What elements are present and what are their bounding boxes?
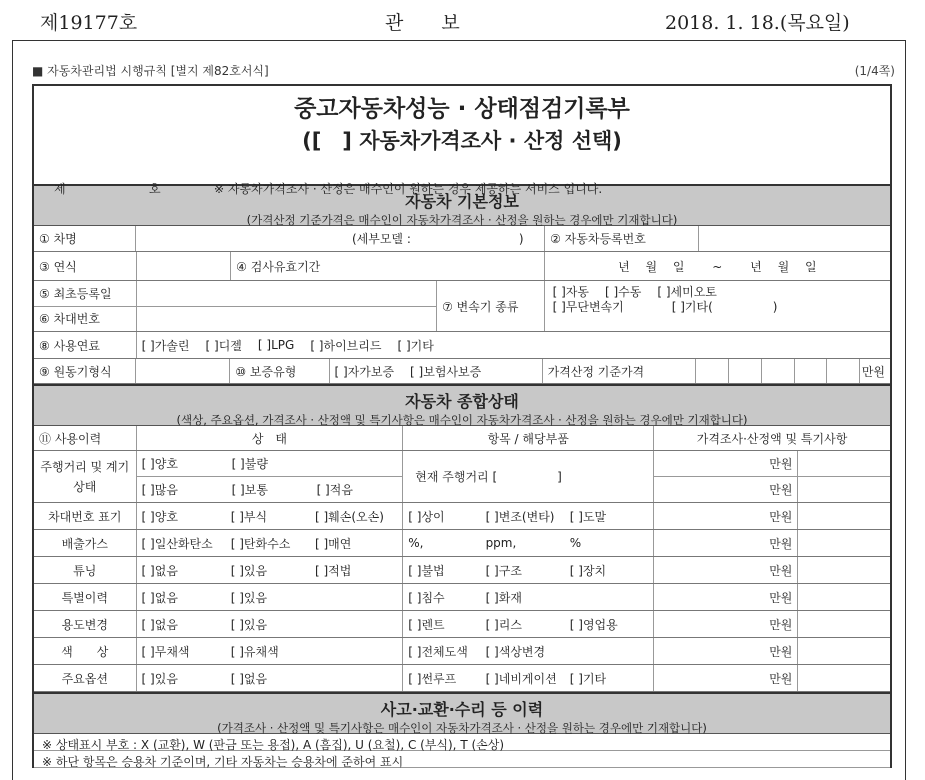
mileage-high-checkbox[interactable]: [ ]많음: [141, 483, 178, 497]
item-option[interactable]: [ ]도말: [569, 509, 607, 524]
remarks-field[interactable]: [798, 557, 890, 583]
col-price-header: 가격조사·산정액 및 특기사항: [696, 431, 848, 446]
status-row: [34, 557, 890, 584]
year-field[interactable]: [137, 252, 232, 280]
price-unit: 만원: [769, 457, 793, 471]
state-option[interactable]: [ ]있음: [141, 671, 178, 686]
item-option[interactable]: [ ]구조: [485, 563, 522, 578]
mileage-row: [34, 451, 890, 503]
reg-number-label: ② 자동차등록번호: [545, 226, 699, 251]
item-option[interactable]: [ ]장치: [569, 563, 607, 578]
vin-field[interactable]: [137, 306, 437, 332]
price-digit-box[interactable]: [827, 359, 860, 383]
state-option[interactable]: [ ]없음: [141, 590, 178, 605]
trans-other-checkbox[interactable]: [ ]기타( ): [671, 300, 778, 314]
state-option[interactable]: [ ]있음: [230, 563, 268, 578]
item-option[interactable]: [ ]색상변경: [485, 644, 546, 659]
service-notice: ※ 자동차가격조사 · 산정은 매수인이 원하는 경우 제공하는 서비스 입니다.: [214, 182, 603, 196]
state-option[interactable]: [ ]없음: [230, 671, 268, 686]
price-digit-box[interactable]: [696, 359, 729, 383]
price-unit: 만원: [654, 665, 798, 691]
price-unit: 만원: [654, 530, 798, 556]
item-option[interactable]: ppm,: [485, 536, 517, 550]
state-option[interactable]: [ ]적법: [315, 563, 352, 578]
state-option[interactable]: [ ]양호: [141, 509, 178, 524]
price-digit-box[interactable]: [729, 359, 762, 383]
warranty-label: ⑩ 보증유형: [230, 359, 329, 383]
trans-manual-checkbox[interactable]: [ ]수동: [604, 285, 642, 299]
first-reg-label: ⑤ 최초등록일: [39, 286, 112, 301]
trans-cvt-checkbox[interactable]: [ ]무단변속기: [552, 300, 624, 314]
remarks-field[interactable]: [798, 503, 890, 529]
section-heading: 자동차 기본정보: [405, 192, 519, 211]
item-option[interactable]: %,: [408, 536, 424, 550]
status-row-label: 차대번호 표기: [34, 503, 137, 529]
item-option[interactable]: [ ]변조(변타): [485, 509, 555, 524]
item-option[interactable]: [ ]기타: [569, 671, 607, 686]
price-digit-box[interactable]: [795, 359, 828, 383]
section-subheading: (가격조사 · 산정액 및 특기사항은 매수인이 자동차가격조사 · 산정을 원하는 경우에만 기재합니다): [217, 721, 707, 735]
number-label: 제: [54, 182, 66, 196]
fuel-lpg-checkbox[interactable]: [ ]LPG: [257, 338, 295, 352]
mileage-normal-checkbox[interactable]: [ ]보통: [231, 483, 268, 497]
remarks-field[interactable]: [798, 611, 890, 637]
price-unit: 만원: [861, 364, 886, 379]
trans-auto-checkbox[interactable]: [ ]자동: [552, 285, 589, 299]
state-option[interactable]: [ ]훼손(오손): [315, 509, 384, 524]
form-reference: ■ 자동차관리법 시행규칙 [별지 제82호서식]: [32, 64, 269, 78]
gazette-header: [0, 0, 925, 40]
form-subtitle: ([ ] 자동차가격조사 · 산정 선택): [302, 129, 622, 153]
fuel-diesel-checkbox[interactable]: [ ]디젤: [205, 338, 242, 353]
status-row: [34, 665, 890, 692]
number-suffix: 호: [149, 182, 161, 196]
item-option[interactable]: [ ]리스: [485, 617, 522, 632]
item-option[interactable]: [ ]썬루프: [408, 671, 457, 686]
remarks-field[interactable]: [798, 665, 890, 691]
item-option[interactable]: [ ]불법: [408, 563, 445, 578]
section-subheading: (색상, 주요옵션, 가격조사 · 산정액 및 특기사항은 매수인이 자동차가격조사 · 산정을 원하는 경우에만 기재합니다): [176, 413, 748, 427]
state-option[interactable]: [ ]무채색: [141, 644, 190, 659]
state-option[interactable]: [ ]부식: [230, 509, 268, 524]
remarks-field[interactable]: [798, 476, 890, 502]
price-unit: 만원: [654, 584, 798, 610]
remarks-field[interactable]: [798, 584, 890, 610]
form-title: 중고자동차성능 · 상태점검기록부: [294, 96, 630, 122]
base-price-label: 가격산정 기준가격: [543, 359, 697, 383]
status-row: [34, 584, 890, 611]
trans-semiauto-checkbox[interactable]: [ ]세미오토: [657, 285, 717, 299]
current-mileage-field[interactable]: 현재 주행거리 [ ]: [403, 451, 654, 502]
item-option[interactable]: [ ]상이: [408, 509, 445, 524]
fuel-label: ⑧ 사용연료: [34, 332, 137, 358]
sub-model-field[interactable]: (세부모델 : ): [136, 226, 545, 251]
item-option[interactable]: [ ]화재: [485, 590, 522, 605]
fuel-other-checkbox[interactable]: [ ]기타: [397, 338, 434, 353]
status-row-label: 색 상: [34, 638, 137, 664]
mileage-good-checkbox[interactable]: [ ]양호: [141, 457, 178, 471]
status-row: [34, 530, 890, 557]
first-reg-field[interactable]: [137, 281, 437, 306]
status-row-label: 특별이력: [34, 584, 137, 610]
mileage-low-checkbox[interactable]: [ ]적음: [316, 483, 353, 497]
price-unit: 만원: [654, 557, 798, 583]
engine-label: ⑨ 원동기형식: [34, 359, 136, 383]
col-items-header: 항목 / 해당부품: [403, 426, 654, 450]
remarks-field[interactable]: [798, 638, 890, 664]
section-heading: 자동차 종합상태: [405, 392, 519, 411]
form-title-block: [34, 86, 890, 196]
page-indicator: (1/4쪽): [854, 64, 895, 78]
year-label: ③ 연식: [34, 252, 137, 280]
price-unit: 만원: [654, 503, 798, 529]
price-digit-box[interactable]: [762, 359, 795, 383]
vehicle-basis-note: ※ 하단 항목은 승용차 기준이며, 기타 자동차는 승용차에 준하여 표시: [34, 751, 890, 768]
vin-label: ⑥ 차대번호: [34, 306, 136, 332]
item-option[interactable]: [ ]렌트: [408, 617, 445, 632]
state-option[interactable]: [ ]일산화탄소: [141, 536, 213, 551]
issue-number: 제19177호: [40, 12, 138, 34]
item-option[interactable]: [ ]영업용: [569, 617, 618, 632]
status-row-label: 주요옵션: [34, 665, 137, 691]
status-row-label: 배출가스: [34, 530, 137, 556]
item-option[interactable]: [ ]전체도색: [408, 644, 468, 659]
status-row: [34, 503, 890, 530]
state-option[interactable]: [ ]있음: [230, 590, 268, 605]
item-option[interactable]: [ ]네비게이션: [485, 671, 557, 686]
remarks-field[interactable]: [798, 530, 890, 556]
warranty-self-checkbox[interactable]: [ ]자가보증: [334, 364, 395, 379]
car-name-label: ① 차명: [34, 226, 136, 251]
reg-number-field[interactable]: [699, 226, 890, 251]
state-option[interactable]: [ ]탄화수소: [230, 536, 291, 551]
state-option[interactable]: [ ]없음: [141, 617, 178, 632]
price-unit: 만원: [654, 476, 797, 502]
engine-field[interactable]: [136, 359, 230, 383]
inspection-form: [32, 84, 892, 768]
mileage-label: 주행거리 및 계기상태: [34, 451, 137, 502]
price-unit: 만원: [654, 611, 798, 637]
state-option[interactable]: [ ]유채색: [230, 644, 279, 659]
section-heading: 사고·교환·수리 등 이력: [380, 700, 544, 719]
col-state-header: 상 태: [137, 426, 404, 450]
state-option[interactable]: [ ]매연: [315, 536, 352, 551]
remarks-field[interactable]: [798, 451, 890, 476]
item-option[interactable]: [ ]침수: [408, 590, 445, 605]
price-unit: 만원: [654, 638, 798, 664]
issue-date: 2018. 1. 18.(목요일): [665, 12, 850, 34]
status-symbol-note: ※ 상태표시 부호 : X (교환), W (판금 또는 용접), A (흠집), U (요철), C (부식), T (손상): [34, 734, 890, 751]
state-option[interactable]: [ ]있음: [230, 617, 268, 632]
status-row: [34, 611, 890, 638]
warranty-insurer-checkbox[interactable]: [ ]보험사보증: [410, 364, 482, 379]
col-history-header: ⑪ 사용이력: [34, 426, 137, 450]
inspection-period-field[interactable]: 년 월 일 ~ 년 월 일: [618, 259, 817, 274]
status-row-label: 용도변경: [34, 611, 137, 637]
section-accident-history: [34, 692, 890, 734]
section-subheading: (가격산정 기준가격은 매수인이 자동차가격조사 · 산정을 원하는 경우에만 기재합니다): [246, 213, 678, 227]
state-option[interactable]: [ ]없음: [141, 563, 178, 578]
gazette-title: 관 보: [385, 12, 460, 34]
fuel-hybrid-checkbox[interactable]: [ ]하이브리드: [310, 338, 382, 353]
item-option[interactable]: %: [569, 536, 582, 550]
status-row-label: 튜닝: [34, 557, 137, 583]
mileage-bad-checkbox[interactable]: [ ]불량: [231, 457, 268, 471]
fuel-gasoline-checkbox[interactable]: [ ]가솔린: [141, 338, 190, 353]
inspection-label: ④ 검사유효기간: [231, 252, 545, 280]
section-overall-status: [34, 384, 890, 426]
transmission-label: ⑦ 변속기 종류: [437, 281, 545, 331]
status-row: [34, 638, 890, 665]
